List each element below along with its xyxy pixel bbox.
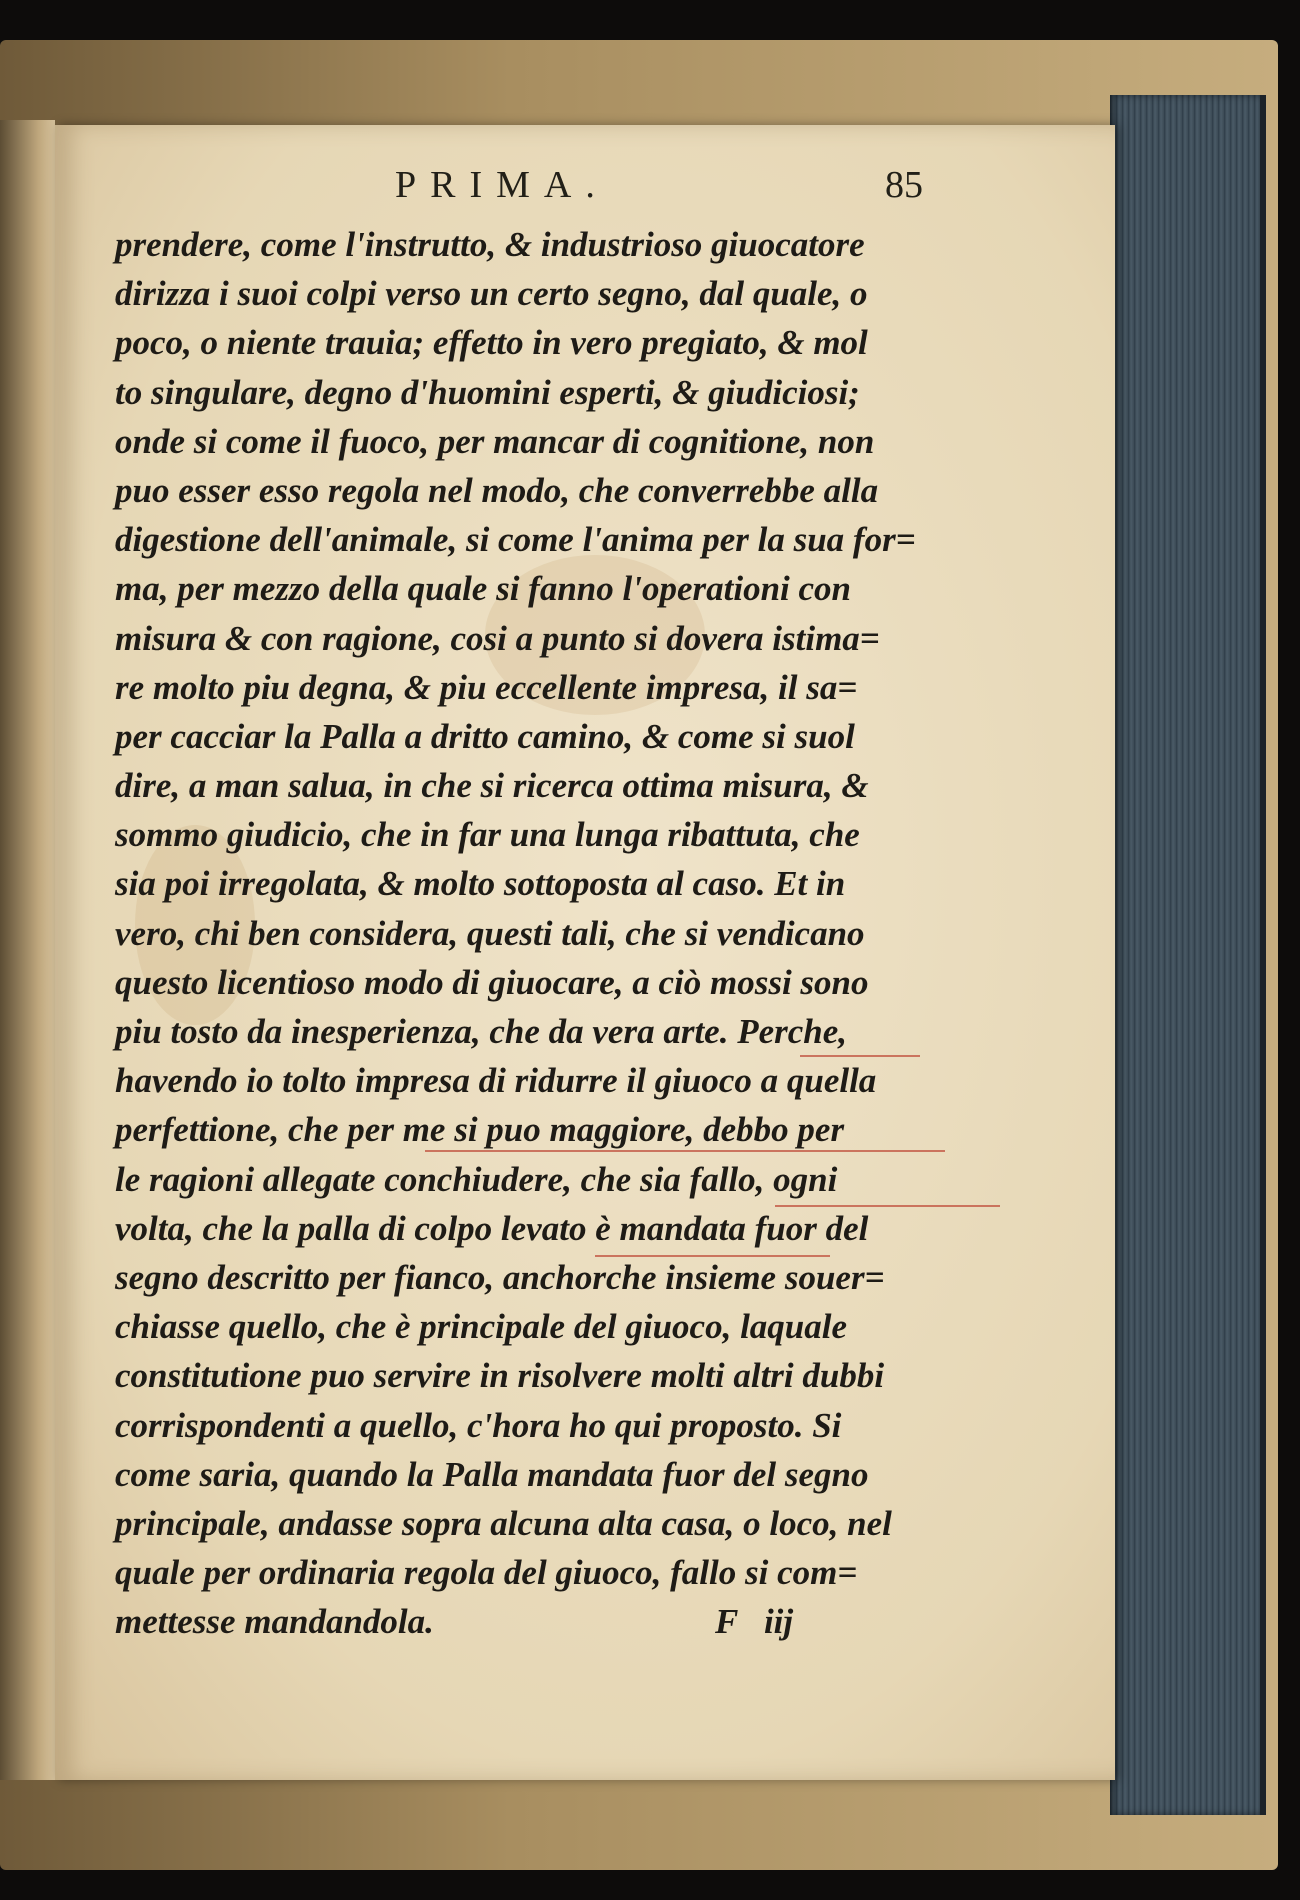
text-line: principale, andasse sopra alcuna alta casa, o loco, nel bbox=[115, 1503, 892, 1543]
text-line: questo licentioso modo di giuocare, a ciò mossi sono bbox=[115, 962, 869, 1002]
text-line: to singulare, degno d'huomini esperti, & giudiciosi; bbox=[115, 372, 860, 412]
pencil-underline bbox=[425, 1150, 945, 1152]
pencil-underline bbox=[775, 1205, 1000, 1207]
text-line: prendere, come l'instrutto, & industrioso giuocatore bbox=[115, 225, 865, 264]
left-page-gutter bbox=[0, 120, 55, 1780]
page-edges bbox=[1110, 95, 1266, 1815]
text-line: le ragioni allegate conchiudere, che sia fallo, ogni bbox=[115, 1159, 838, 1199]
text-line: puo esser esso regola nel modo, che converrebbe alla bbox=[115, 470, 879, 510]
text-line: ma, per mezzo della quale si fanno l'operationi con bbox=[115, 569, 852, 609]
text-line: chiasse quello, che è principale del giuoco, laquale bbox=[115, 1307, 848, 1347]
text-line: misura & con ragione, cosi a punto si dovera istima= bbox=[115, 618, 880, 658]
text-line: constitutione puo servire in risolvere molti altri dubbi bbox=[115, 1356, 885, 1396]
text-line: perfettione, che per me si puo maggiore, debbo per bbox=[115, 1110, 845, 1150]
running-title: PRIMA. bbox=[395, 164, 609, 206]
text-line: havendo io tolto impresa di ridurre il giuoco a quella bbox=[115, 1061, 877, 1101]
text-line: corrispondenti a quello, c'hora ho qui proposto. Si bbox=[115, 1405, 842, 1445]
text-line: segno descritto per fianco, anchorche insieme souer= bbox=[115, 1257, 885, 1297]
book-page bbox=[55, 125, 1115, 1780]
text-line: quale per ordinaria regola del giuoco, fallo si com= bbox=[115, 1553, 858, 1593]
signature-mark: F iij bbox=[715, 1602, 794, 1642]
running-head bbox=[55, 163, 1115, 213]
text-line: dire, a man salua, in che si ricerca ottima misura, & bbox=[115, 766, 869, 806]
text-line: sommo giudicio, che in far una lunga ribattuta, che bbox=[115, 815, 860, 855]
pencil-underline bbox=[595, 1255, 830, 1257]
text-line: sia poi irregolata, & molto sottoposta al caso. Et in bbox=[115, 864, 846, 904]
text-line: dirizza i suoi colpi verso un certo segno, dal quale, o bbox=[115, 274, 868, 314]
text-line-last bbox=[115, 1597, 995, 1646]
page-number: 85 bbox=[885, 164, 923, 206]
body-text bbox=[115, 220, 995, 1646]
text-line: piu tosto da inesperienza, che da vera arte. Perche, bbox=[115, 1012, 848, 1051]
pencil-underline bbox=[800, 1055, 920, 1057]
text-line: vero, chi ben considera, questi tali, che si vendicano bbox=[115, 913, 865, 953]
text-line: digestione dell'animale, si come l'anima per la sua for= bbox=[115, 520, 916, 560]
text-line: re molto piu degna, & piu eccellente impresa, il sa= bbox=[115, 667, 858, 707]
text-line: per cacciar la Palla a dritto camino, & come si suol bbox=[115, 716, 855, 756]
text-line: poco, o niente trauia; effetto in vero pregiato, & mol bbox=[115, 323, 868, 363]
last-line-text: mettesse mandandola. bbox=[115, 1602, 434, 1642]
text-line: come saria, quando la Palla mandata fuor del segno bbox=[115, 1454, 869, 1494]
text-line: volta, che la palla di colpo levato è mandata fuor del bbox=[115, 1208, 869, 1248]
text-line: onde si come il fuoco, per mancar di cognitione, non bbox=[115, 421, 875, 461]
